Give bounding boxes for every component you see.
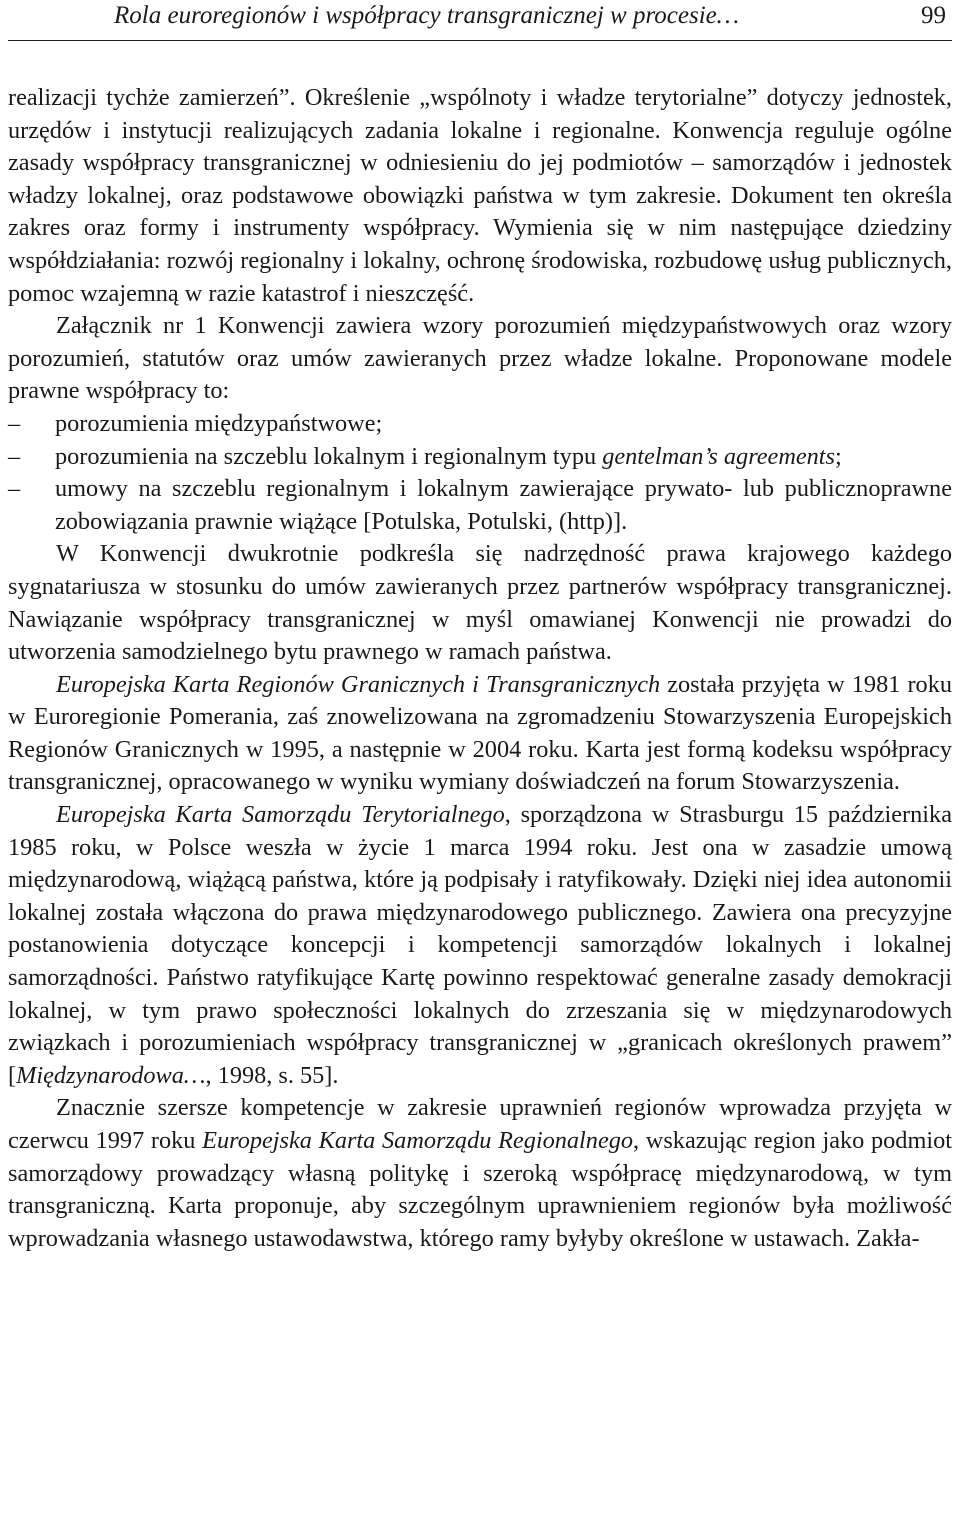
paragraph-regional-self-government-charter [8, 1092, 952, 1255]
paragraph-primacy-text: W Konwencji dwukrotnie podkreśla się nadrzędność prawa krajowego każdego sygnatariusza w stosunku do umów zawieranych przez partnerów współpracy transgranicznej. Nawiązanie współpracy transgranicznej w myśl omawianej Konwencji nie prowadzi do utworzenia samodzielnego bytu prawnego w ramach państwa. [8, 540, 952, 666]
citation-end: , 1998, s. 55]. [205, 1061, 339, 1089]
list-item-text: umowy na szczeblu regionalnym i lokalnym zawierające prywato- lub publicznoprawne zobowiązania prawnie wiążące [Potulska, Potulski, (http)]. [55, 475, 952, 535]
paragraph-local-self-government-charter [8, 799, 952, 1092]
dash-bullet: – [8, 409, 21, 437]
paragraph-convention [8, 82, 952, 310]
page-number: 99 [921, 2, 946, 29]
charter-title-italic: Europejska Karta Samorządu Terytorialnego [56, 801, 505, 829]
citation-italic: Międzynarodowa… [16, 1061, 206, 1089]
charter-title-italic: Europejska Karta Regionów Granicznych i Transgranicznych [56, 670, 661, 698]
paragraph-annex [8, 310, 952, 408]
list-item-italic-term: gentelman’s agreements [602, 442, 836, 470]
charter-title-italic: Europejska Karta Samorządu Regionalnego [202, 1127, 634, 1154]
paragraph-regional-charter-text: Znacznie szersze kompetencje w zakresie uprawnień regionów wprowadza przyjęta w czerwcu 1997 roku [8, 1094, 952, 1154]
dash-bullet: – [8, 475, 21, 503]
list-item-end: ; [835, 442, 842, 470]
paragraph-convention-text: realizacji tychże zamierzeń”. Określenie „wspólnoty i władze terytorialne” dotyczy jednostek, urzędów i instytucji realizujących zadania lokalne i regionalne. Konwencja reguluje ogólne zasady współpracy transgranicznej w odniesieniu do jej podmiotów – samorządów i jednostek władzy lokalnej, oraz podstawowe obowiązki państwa w tym zakresie. Dokument ten określa zakres oraz formy i instrumenty współpracy. Wymienia się w nim następujące dziedziny współdziałania: rozwój regionalny i lokalny, ochronę środowiska, rozbudowę usług publicznych, pomoc wzajemną w razie katastrof i nieszczęść. [8, 84, 952, 307]
paragraph-regional-charter-end: , wskazując region jako podmiot samorządowy prowadzący własną politykę i szeroką współpracę międzynarodową, w tym transgraniczną. Karta proponuje, aby szczególnym uprawnieniem regionów była możliwość wprowadzania własnego ustawodawstwa, którego ramy byłyby określone w ustawach. Zakła- [8, 1127, 952, 1252]
list-item-text: porozumienia międzypaństwowe; [55, 409, 383, 437]
paragraph-annex-text: Załącznik nr 1 Konwencji zawiera wzory porozumień międzypaństwowych oraz wzory porozumień, statutów oraz umów zawieranych przez władze lokalne. Proponowane modele prawne współpracy to: [8, 312, 952, 405]
list-item [8, 441, 952, 474]
dash-bullet: – [8, 442, 21, 470]
running-header [8, 0, 952, 41]
page-body [8, 82, 952, 1255]
list-item-text: porozumienia na szczeblu lokalnym i regionalnym typu [55, 442, 603, 470]
paragraph-local-charter-text: , sporządzona w Strasburgu 15 października 1985 roku, w Polsce weszła w życie 1 marca 1994 roku. Jest ona w zasadzie umową międzynarodową, wiążącą państwa, które ją podpisały i ratyfikowały. Dzięki niej idea autonomii lokalnej została włączona do prawa międzynarodowego publicznego. Zawiera ona precyzyjne postanowienia dotyczące koncepcji i kompetencji samorządów lokalnych i lokalnej samorządności. Państwo ratyfikujące Kartę powinno respektować generalne zasady demokracji lokalnej, w tym prawo społeczności lokalnych do zrzeszania się w międzynarodowych związkach i porozumieniach współpracy transgranicznej w „granicach określonych prawem” [ [8, 801, 952, 1089]
list-item [8, 473, 952, 538]
paragraph-border-regions-charter-text: została przyjęta w 1981 roku w Euroregionie Pomerania, zaś znowelizowana na zgromadzeniu Stowarzyszenia Europejskich Regionów Granicznych w 1995, a następnie w 2004 roku. Karta jest formą kodeksu współpracy transgranicznej, opracowanego w wyniku wymiany doświadczeń na forum Stowarzyszenia. [8, 670, 952, 796]
list-item [8, 408, 952, 441]
legal-models-list [8, 408, 952, 538]
running-header-title: Rola euroregionów i współpracy transgranicznej w procesie… [114, 2, 739, 29]
paragraph-border-regions-charter [8, 669, 952, 799]
paragraph-primacy [8, 538, 952, 668]
